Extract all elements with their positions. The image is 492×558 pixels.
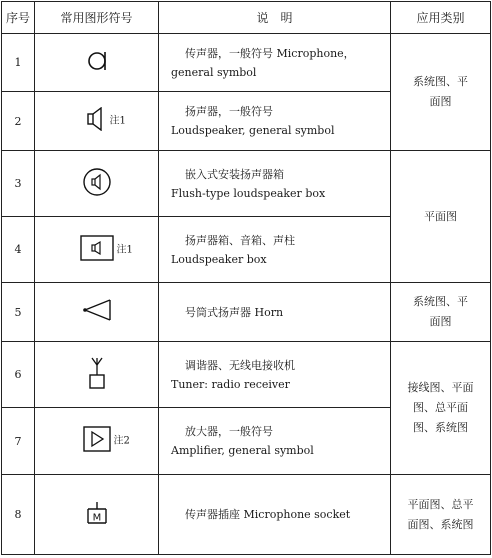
table-row <box>2 475 491 555</box>
header-symbol: 常用图形符号 <box>35 2 159 34</box>
description-zh: 调谐器、无线电接收机 <box>185 358 295 372</box>
row-number: 6 <box>2 342 35 408</box>
table-row <box>2 151 491 217</box>
microphone-icon <box>84 50 110 72</box>
description-en: Loudspeaker, general symbol <box>171 124 335 137</box>
description-zh: 扬声器，一般符号 <box>185 105 273 118</box>
header-desc: 说 明 <box>159 2 391 34</box>
description-cell <box>159 92 391 151</box>
row-number: 7 <box>2 408 35 475</box>
symbol-cell <box>35 92 159 151</box>
category-cell <box>391 342 491 475</box>
row-number: 2 <box>2 92 35 151</box>
description-cell <box>159 283 391 342</box>
description-cell <box>159 408 391 475</box>
amplifier-icon <box>83 426 130 452</box>
header-row <box>2 2 491 34</box>
header-category: 应用类别 <box>391 2 491 34</box>
description-en: Amplifier, general symbol <box>171 444 314 457</box>
row-number: 3 <box>2 151 35 217</box>
description-en: general symbol <box>171 65 257 79</box>
row-number: 8 <box>2 475 35 555</box>
loudspeaker-box-icon <box>80 235 133 261</box>
description-en: Flush-type loudspeaker box <box>171 186 326 200</box>
description-zh: 传声器，一般符号 Microphone， <box>185 46 355 60</box>
category-cell <box>391 475 491 555</box>
description-en: Tuner: radio receiver <box>171 377 290 391</box>
table-row <box>2 283 491 342</box>
category-text: 系统图、平面图 <box>413 75 468 108</box>
description-zh: 传声器插座 Microphone socket <box>185 508 351 521</box>
header-no: 序号 <box>2 2 35 34</box>
category-cell <box>391 151 491 283</box>
symbol-cell <box>35 408 159 475</box>
description-cell <box>159 342 391 408</box>
horn-icon <box>82 299 112 321</box>
symbol-cell <box>35 342 159 408</box>
symbol-table <box>1 1 491 555</box>
category-text: 平面图、总平面图、系统图 <box>407 497 474 531</box>
category-cell <box>391 34 491 151</box>
category-text: 平面图 <box>424 209 457 223</box>
symbol-cell <box>35 34 159 92</box>
row-number: 4 <box>2 217 35 283</box>
note-label: 注1 <box>116 244 133 255</box>
note-label: 注1 <box>109 115 126 127</box>
category-text: 接线图、平面图、总平面图、系统图 <box>407 381 474 434</box>
table-row <box>2 34 491 92</box>
description-cell <box>159 151 391 217</box>
svg-text:M: M <box>92 512 101 523</box>
tuner-icon <box>87 356 107 390</box>
description-zh: 放大器，一般符号 <box>185 425 273 438</box>
description-cell <box>159 217 391 283</box>
description-en: Loudspeaker box <box>171 252 267 266</box>
row-number: 1 <box>2 34 35 92</box>
symbol-cell <box>35 475 159 555</box>
description-zh: 号筒式扬声器 Horn <box>185 305 284 319</box>
flush-loudspeaker-box-icon <box>82 167 112 197</box>
note-label: 注2 <box>113 435 130 447</box>
description-cell <box>159 475 391 555</box>
symbol-cell <box>35 283 159 342</box>
category-cell <box>391 283 491 342</box>
symbol-cell <box>35 151 159 217</box>
description-zh: 嵌入式安装扬声器箱 <box>185 167 284 181</box>
description-cell <box>159 34 391 92</box>
category-text: 系统图、平面图 <box>413 295 468 328</box>
description-zh: 扬声器箱、音箱、声柱 <box>185 233 295 247</box>
symbol-cell <box>35 217 159 283</box>
symbol-table-page <box>1 1 490 556</box>
row-number: 5 <box>2 283 35 342</box>
microphone-socket-icon <box>84 501 110 525</box>
loudspeaker-icon <box>86 107 126 131</box>
table-row <box>2 342 491 408</box>
